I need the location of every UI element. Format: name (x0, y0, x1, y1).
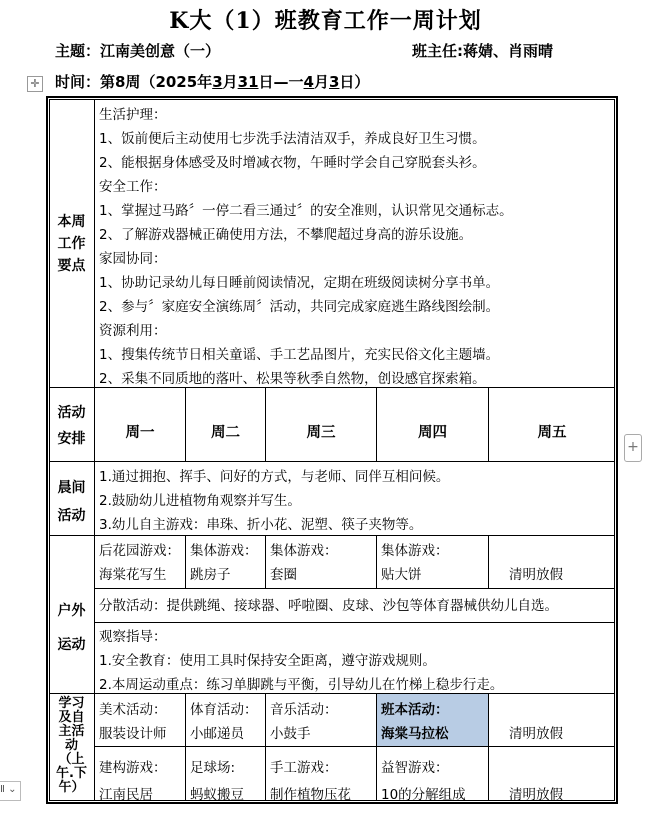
month-end: 4 (303, 73, 314, 91)
study-activity-type: 手工游戏： (270, 760, 338, 776)
focus-line: 安全工作： (99, 179, 167, 195)
focus-line: 1、掌握过马路〞一停二看三通过〞的安全准则，认识常见交通标志。 (99, 203, 513, 219)
table-move-handle-icon[interactable]: ✛ (27, 76, 43, 92)
study-activity-name: 小邮递员 (190, 726, 244, 742)
focus-line: 1、搜集传统节日相关童谣、手工艺品图片，充实民俗文化主题墙。 (99, 347, 500, 363)
focus-line: 资源利用： (99, 323, 167, 339)
focus-line: 家园协同： (99, 251, 167, 267)
study-activity-type: 益智游戏： (381, 760, 449, 776)
study-activity-type: 音乐活动： (270, 702, 338, 718)
class-activity-name: 海棠马拉松 (381, 726, 449, 742)
study-activity-name: 蚂蚁搬豆 (190, 787, 244, 803)
outdoor-game-name: 贴大饼 (381, 567, 422, 583)
guide-line: 1.安全教育：使用工具时保持安全距离，遵守游戏规则。 (99, 653, 436, 669)
morning-label: 晨间 活动 (57, 480, 86, 524)
study-activity-name: 服装设计师 (99, 726, 167, 742)
holiday-note: 清明放假 (509, 726, 563, 742)
outdoor-game-name: 海棠花写生 (99, 567, 167, 583)
outdoor-game-type: 集体游戏： (270, 543, 338, 559)
study-activity-type: 足球场: (190, 760, 236, 776)
study-label: 学习 及自 主活 动 （上 午.下 午） (56, 696, 87, 795)
scattered-activity: 分散活动：提供跳绳、接球器、呼啦圈、皮球、沙包等体育器械供幼儿自选。 (99, 598, 558, 614)
class-activity-type: 班本活动： (381, 702, 449, 718)
guide-line: 2.本周运动重点：练习单脚跳与平衡，引导幼儿在竹梯上稳步行走。 (99, 677, 504, 693)
time-prefix: 时间：第8周（2025年 (55, 73, 213, 91)
add-column-plus-icon[interactable]: + (624, 434, 642, 462)
day-friday: 周五 (537, 425, 567, 441)
time-text: 月 (313, 73, 329, 91)
time-text: 月 (222, 73, 238, 91)
guide-line: 观察指导： (99, 629, 167, 645)
study-activity-type: 美术活动： (99, 702, 167, 718)
focus-line: 2、了解游戏器械正确使用方法，不攀爬超过身高的游乐设施。 (99, 227, 473, 243)
theme-label: 主题：江南美创意（一） (55, 42, 221, 60)
study-activity-name: 10的分解组成 (381, 787, 466, 803)
day-wednesday: 周三 (306, 425, 336, 441)
schedule-label: 活动 安排 (57, 405, 86, 447)
day-thursday: 周四 (418, 425, 447, 441)
morning-line: 3.幼儿自主游戏：串珠、折小花、泥塑、筷子夹物等。 (99, 517, 423, 533)
focus-line: 2、采集不同质地的落叶、松果等秋季自然物，创设感官探索箱。 (99, 371, 486, 387)
day-end: 3 (328, 73, 340, 91)
time-text: 日） (339, 73, 370, 91)
focus-line: 2、参与〞家庭安全演练周〞活动，共同完成家庭逃生路线图绘制。 (99, 299, 500, 315)
morning-line: 2.鼓励幼儿进植物角观察并写生。 (99, 493, 301, 509)
focus-line: 1、饭前便后主动使用七步洗手法清洁双手，养成良好卫生习惯。 (99, 131, 486, 147)
outdoor-game-type: 集体游戏： (190, 543, 258, 559)
focus-line: 2、能根据身体感受及时增减衣物，午睡时学会自己穿脱套头衫。 (99, 155, 486, 171)
month-start: 3 (212, 73, 223, 91)
study-activity-name: 小鼓手 (270, 726, 311, 742)
study-activity-type: 建构游戏： (99, 760, 167, 776)
study-activity-name: 江南民居 (99, 787, 153, 803)
time-text: 日—一 (258, 73, 304, 91)
focus-line: 1、协助记录幼儿每日睡前阅读情况，定期在班级阅读树分享书单。 (99, 275, 500, 291)
outdoor-game-type: 后花园游戏： (99, 543, 180, 559)
focus-line: 生活护理： (99, 107, 167, 123)
holiday-note: 清明放假 (509, 787, 563, 803)
study-activity-type: 体育活动： (190, 702, 258, 718)
holiday-note: 清明放假 (509, 567, 563, 583)
outdoor-game-name: 跳房子 (190, 567, 231, 583)
study-activity-name: 制作植物压花 (270, 787, 351, 803)
time-label (55, 71, 369, 92)
morning-line: 1.通过拥抱、挥手、问好的方式，与老师、同伴互相问候。 (99, 469, 450, 485)
page-title: K大（1）班教育工作一周计划 (169, 8, 482, 34)
teachers-label: 班主任:蒋婧、肖雨晴 (412, 42, 553, 60)
focus-label: 本周 工作 要点 (57, 214, 86, 274)
day-monday: 周一 (125, 425, 155, 441)
outdoor-game-name: 套圈 (270, 567, 297, 583)
day-tuesday: 周二 (211, 425, 240, 441)
paste-options-icon[interactable]: Ⅱ ⌄ (0, 781, 21, 801)
outdoor-label: 户外 运动 (57, 603, 86, 653)
outdoor-game-type: 集体游戏： (381, 543, 449, 559)
day-start: 31 (237, 73, 259, 91)
